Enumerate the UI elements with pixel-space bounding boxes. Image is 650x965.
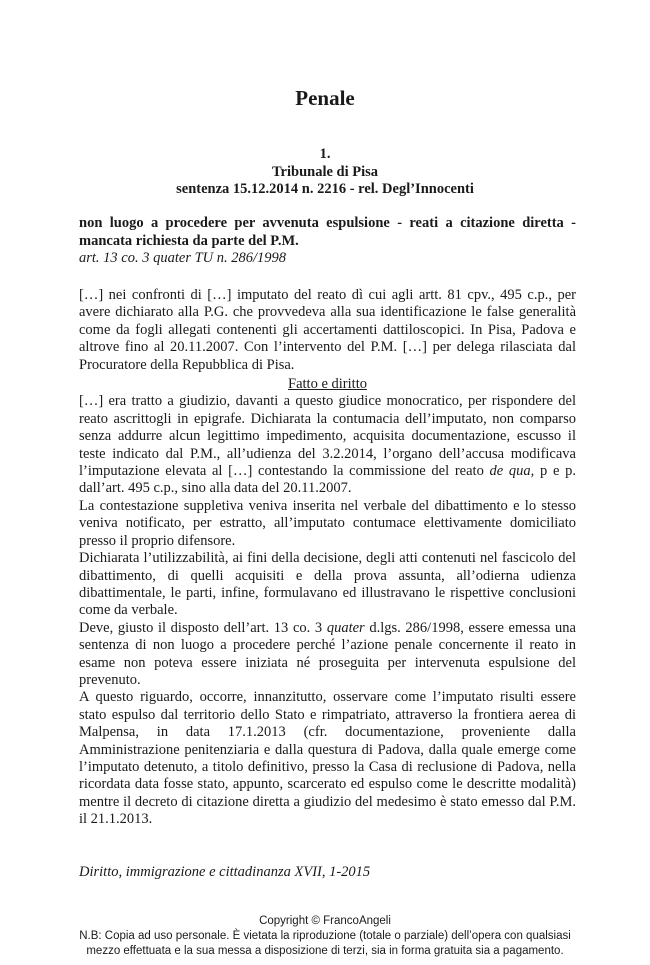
ruling-reference: sentenza 15.12.2014 n. 2216 - rel. Degl’Innocenti [176, 181, 474, 197]
paragraph-1-text-a: […] era tratto a giudizio, davanti a questo giudice monocratico, per rispondere del reato ascrittogli in epigrafe. Dichiarata la contumacia dell’imputato, non comparso senza addurre alcun legittimo impedimento, acquisita documentazione, escusso il teste indicato dal P.M., all’udienza del 3.2.2014, l’organo dell’accusa modificava l’imputazione elevata al […] contestando la commissione del reato [79, 393, 576, 480]
paragraph-1 [79, 393, 576, 497]
copyright-line-3: mezzo effettuata e la sua messa a disposizione di terzi, sia in forma gratuita sia a pagamento. [86, 945, 564, 957]
massima [79, 215, 576, 268]
paragraph-2: La contestazione suppletiva veniva inserita nel verbale del dibattimento e lo stesso veniva notificato, per estratto, all’imputato contumace elettivamente domiciliato presso il proprio difensore. [79, 497, 576, 549]
paragraph-4-text-b: d.lgs. 286/1998, essere emessa una sentenza di non luogo a procedere perché l’azione penale concernente il reato in esame non poteva essere iniziata né proseguita per intervenuta espulsione del prevenuto. [79, 619, 576, 688]
copyright-line-2: N.B: Copia ad uso personale. È vietata la riproduzione (totale o parziale) dell’opera con qualsiasi [79, 930, 571, 942]
case-number: 1. [319, 146, 331, 162]
court-name: Tribunale di Pisa [271, 163, 379, 180]
paragraph-4-emphasis: quater [326, 619, 365, 636]
copyright-line-1: Copyright © FrancoAngeli [259, 915, 391, 927]
journal-footer: Diritto, immigrazione e cittadinanza XVII, 1-2015 [79, 864, 371, 880]
paragraph-4-text-a: Deve, giusto il disposto dell’art. 13 co. 3 [79, 619, 327, 636]
law-reference: art. 13 co. 3 quater TU n. 286/1998 [79, 250, 287, 266]
page-title: Penale [295, 86, 355, 110]
paragraph-1-text-b: p e p. dall’art. 495 c.p., sino alla data del 20.11.2007. [79, 463, 577, 497]
intro-paragraph: […] nei confronti di […] imputato del reato dì cui agli artt. 81 cpv., 495 c.p., per avere dichiarato alla P.G. che provvedeva alla sua identificazione le false generalità come da fogli allegati contenenti gli accertamenti dattiloscopici. In Pisa, Padova e altrove fino al 20.11.2007. Con l’intervento del P.M. […] per delega rilasciata dal Procuratore della Repubblica di Pisa. [79, 287, 576, 373]
ruling-body [79, 287, 576, 829]
paragraph-1-emphasis: de qua, [489, 463, 535, 480]
copyright-notice [0, 914, 650, 959]
massima-subject: non luogo a procedere per avvenuta espulsione - reati a citazione diretta - mancata richiesta da parte del P.M. [79, 215, 576, 249]
paragraph-5: A questo riguardo, occorre, innanzitutto, osservare come l’imputato risulti essere stato espulso dal territorio dello Stato e rimpatriato, attraverso la frontiera aerea di Malpensa, in data 17.1.2013 (cfr. documentazione, proveniente dalla Amministrazione penitenziaria e dalla questura di Padova, dalla quale emerge come l’imputato detenuto, a titolo definitivo, presso la Casa di reclusione di Padova, nella ricordata data fosse stato, appunto, scarcerato ed espulso come le descritte modalità) mentre il decreto di citazione diretta a giudizio del medesimo è stato emesso dal P.M. il 21.1.2013. [79, 689, 576, 828]
case-header [0, 146, 650, 199]
section-heading: Fatto e diritto [288, 376, 367, 393]
paragraph-3: Dichiarata l’utilizzabilità, ai fini della decisione, degli atti contenuti nel fascicolo del dibattimento, di quelli acquisiti e della prova assunta, all’odierna udienza dibattimentale, le parti, infine, formulavano ed illustravano le rispettive conclusioni come da verbale. [79, 550, 576, 619]
paragraph-4 [79, 620, 576, 690]
